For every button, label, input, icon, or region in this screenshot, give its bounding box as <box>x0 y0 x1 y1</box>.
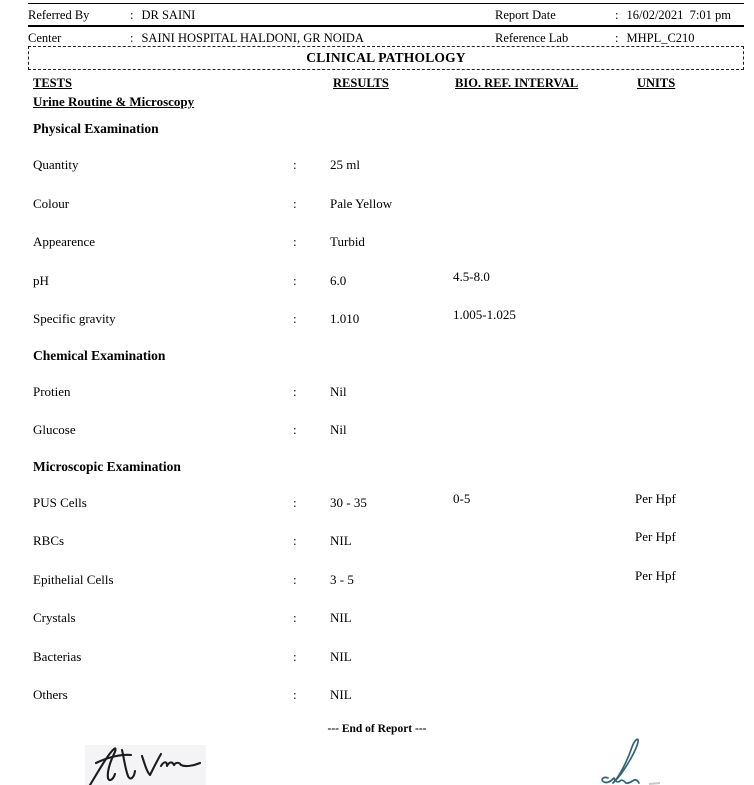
reference-lab-value: MHPL_C210 <box>626 31 695 45</box>
referred-by-value: DR SAINI <box>141 8 196 22</box>
test-row <box>0 185 754 224</box>
end-of-report-note: --- End of Report --- <box>327 722 427 735</box>
test-result: 6.0 <box>330 272 347 288</box>
row-colon: : <box>293 195 297 211</box>
test-units: Per Hpf <box>635 529 676 545</box>
signature-left-ink-icon <box>85 745 206 785</box>
department-title-box <box>28 46 744 70</box>
test-name: Bacterias <box>33 648 82 664</box>
row-colon: : <box>293 383 297 399</box>
test-result: NIL <box>330 610 352 626</box>
colon: : <box>130 8 134 22</box>
test-name: Quantity <box>33 157 79 173</box>
test-row <box>0 411 754 450</box>
test-result: Nil <box>330 383 347 399</box>
test-result: NIL <box>330 648 352 664</box>
ref-interval: 0-5 <box>453 490 471 506</box>
test-name: Epithelial Cells <box>33 571 114 587</box>
row-colon: : <box>293 157 297 173</box>
row-colon: : <box>293 311 297 327</box>
test-row <box>0 561 754 600</box>
row-colon: : <box>293 234 297 250</box>
row-colon: : <box>293 533 297 549</box>
test-row <box>0 223 754 262</box>
test-name: Glucose <box>33 422 76 438</box>
report-date-value-cell <box>615 7 744 23</box>
test-units: Per Hpf <box>635 567 676 583</box>
referred-by-label: Referred By <box>28 8 90 22</box>
test-result: 30 - 35 <box>330 494 367 510</box>
row-colon: : <box>293 610 297 626</box>
test-row <box>0 676 754 715</box>
test-name: Others <box>33 687 68 703</box>
row-colon: : <box>293 687 297 703</box>
colon: : <box>615 8 619 22</box>
signature-left <box>85 745 206 785</box>
section-title: Chemical Examination <box>33 347 166 363</box>
test-result: NIL <box>330 533 352 549</box>
test-name: Protien <box>33 383 71 399</box>
reference-lab-value-cell <box>615 30 744 46</box>
test-row <box>0 373 754 412</box>
test-result: Nil <box>330 422 347 438</box>
test-row <box>0 146 754 185</box>
test-units: Per Hpf <box>635 490 676 506</box>
test-row <box>0 522 754 561</box>
header-row-referred <box>28 7 744 23</box>
row-colon: : <box>293 494 297 510</box>
section-title: Physical Examination <box>33 121 159 136</box>
test-name: Appearence <box>33 234 96 250</box>
column-header-units: UNITS <box>637 76 676 90</box>
test-row <box>0 300 754 339</box>
test-result: 1.010 <box>330 311 360 327</box>
top-divider <box>28 3 744 4</box>
report-body <box>0 94 754 739</box>
test-result: 3 - 5 <box>330 571 354 587</box>
test-row <box>0 262 754 301</box>
test-result: NIL <box>330 687 352 703</box>
test-name: RBCs <box>33 533 65 549</box>
test-row <box>0 599 754 638</box>
colon: : <box>130 31 134 45</box>
row-colon: : <box>293 422 297 438</box>
test-name: pH <box>33 272 49 288</box>
column-header-tests: TESTS <box>33 76 72 90</box>
department-title: CLINICAL PATHOLOGY <box>306 50 466 65</box>
ref-interval: 1.005-1.025 <box>453 307 516 323</box>
test-row <box>0 638 754 677</box>
column-header-results: RESULTS <box>333 76 389 90</box>
test-result: 25 ml <box>330 157 360 173</box>
row-colon: : <box>293 648 297 664</box>
column-headers <box>0 76 754 91</box>
header-row-center <box>28 30 744 46</box>
test-name: Crystals <box>33 610 76 626</box>
test-row <box>0 484 754 523</box>
signature-right-ink-icon <box>592 736 687 785</box>
colon: : <box>615 31 619 45</box>
report-date-label: Report Date <box>495 8 556 22</box>
header-divider <box>28 25 744 27</box>
center-value-cell <box>130 30 495 46</box>
report-rows <box>0 112 754 715</box>
test-result: Pale Yellow <box>330 195 393 211</box>
report-date-value: 16/02/2021 7:01 pm <box>626 8 732 22</box>
ref-interval: 4.5-8.0 <box>453 268 490 284</box>
signature-right <box>592 736 687 785</box>
test-result: Turbid <box>330 234 365 250</box>
test-name: PUS Cells <box>33 494 87 510</box>
referred-by-value-cell <box>130 7 495 23</box>
test-name: Colour <box>33 195 70 211</box>
section-title: Microscopic Examination <box>33 458 181 474</box>
column-header-bio-ref-interval: BIO. REF. INTERVAL <box>455 76 579 90</box>
center-label: Center <box>28 31 62 45</box>
test-name: Specific gravity <box>33 311 116 327</box>
reference-lab-label: Reference Lab <box>495 31 569 45</box>
row-colon: : <box>293 272 297 288</box>
row-colon: : <box>293 571 297 587</box>
test-group-title: Urine Routine & Microscopy <box>33 94 195 109</box>
center-value: SAINI HOSPITAL HALDONI, GR NOIDA <box>141 31 364 45</box>
